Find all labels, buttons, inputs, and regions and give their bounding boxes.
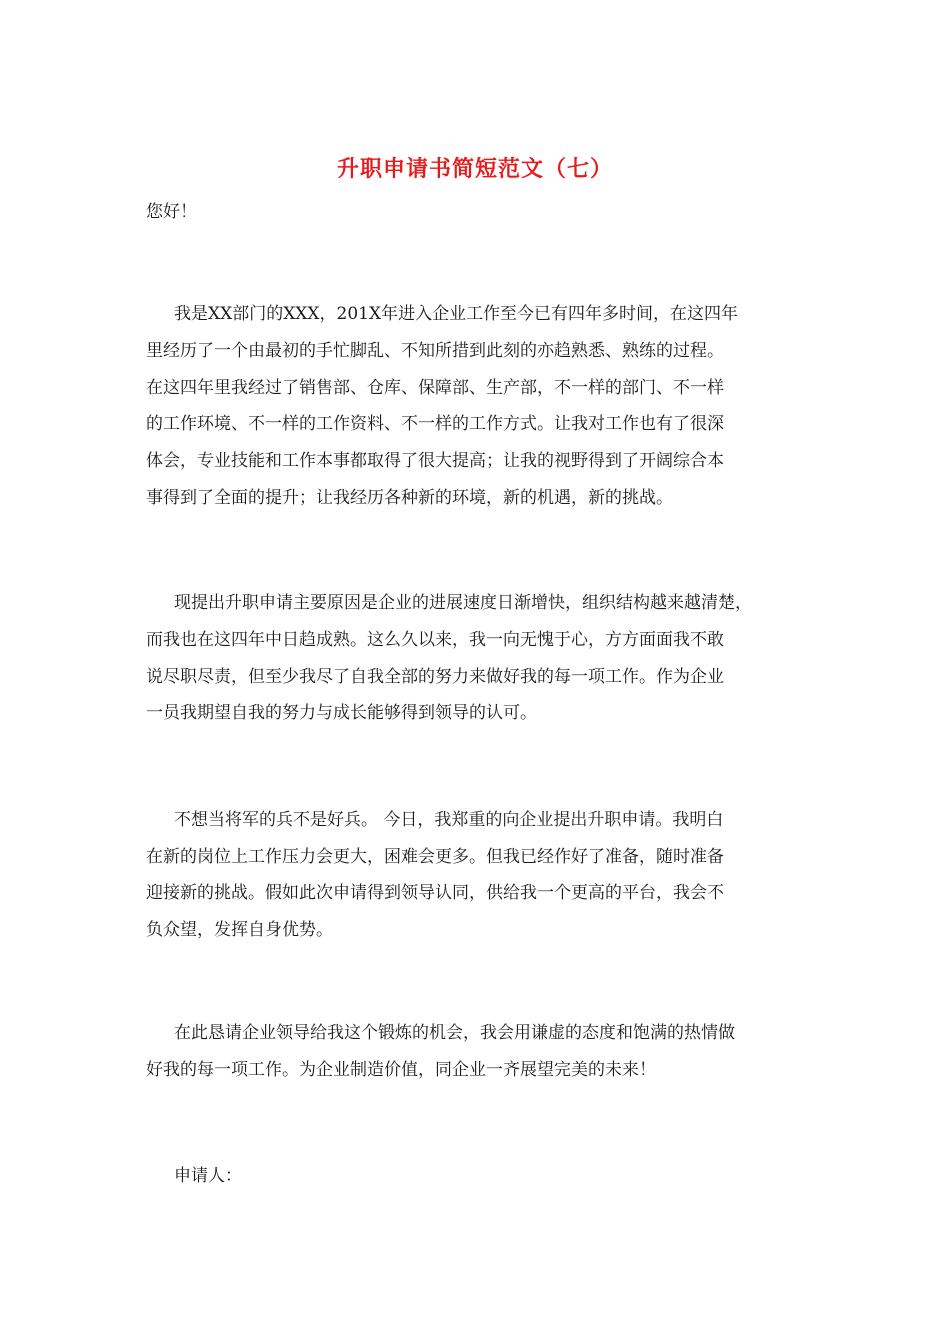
paragraph-1-line-4: 的工作环境、不一样的工作资料、不一样的工作方式。让我对工作也有了很深 xyxy=(146,414,724,434)
paragraph-3-line-3: 迎接新的挑战。假如此次申请得到领导认同，供给我一个更高的平台，我会不 xyxy=(146,883,724,903)
paragraph-4-line-2: 好我的每一项工作。为企业制造价值，同企业一齐展望完美的未来！ xyxy=(146,1060,656,1080)
paragraph-1-line-2: 里经历了一个由最初的手忙脚乱、不知所措到此刻的亦趋熟悉、熟练的过程。 xyxy=(146,341,724,361)
paragraph-1-line-6: 事得到了全面的提升；让我经历各种新的环境，新的机遇，新的挑战。 xyxy=(146,488,673,508)
paragraph-2-line-1: 现提出升职申请主要原因是企业的进展速度日渐增快，组织结构越来越清楚， xyxy=(174,593,752,613)
document-title: 升职申请书简短范文（七） xyxy=(336,157,613,182)
paragraph-4-line-1: 在此恳请企业领导给我这个锻炼的机会，我会用谦虚的态度和饱满的热情做 xyxy=(174,1023,735,1043)
paragraph-1-line-3: 在这四年里我经过了销售部、仓库、保障部、生产部，不一样的部门、不一样 xyxy=(146,378,724,398)
greeting: 您好！ xyxy=(146,202,197,222)
paragraph-2-line-4: 一员我期望自我的努力与成长能够得到领导的认可。 xyxy=(146,703,537,723)
paragraph-1-line-5: 体会，专业技能和工作本事都取得了很大提高；让我的视野得到了开阔综合本 xyxy=(146,451,724,471)
paragraph-2-line-3: 说尽职尽责，但至少我尽了自我全部的努力来做好我的每一项工作。作为企业 xyxy=(146,667,724,687)
paragraph-3-line-4: 负众望，发挥自身优势。 xyxy=(146,920,333,940)
paragraph-2-line-2: 而我也在这四年中日趋成熟。这么久以来，我一向无愧于心，方方面面我不敢 xyxy=(146,630,724,650)
paragraph-3-line-2: 在新的岗位上工作压力会更大，困难会更多。但我已经作好了准备，随时准备 xyxy=(146,847,724,867)
paragraph-3-line-1: 不想当将军的兵不是好兵。 今日，我郑重的向企业提出升职申请。我明白 xyxy=(174,810,724,830)
paragraph-1-line-1: 我是XX部门的XXX，201X年进入企业工作至今已有四年多时间，在这四年 xyxy=(174,304,739,324)
signature-label: 申请人： xyxy=(174,1166,242,1186)
